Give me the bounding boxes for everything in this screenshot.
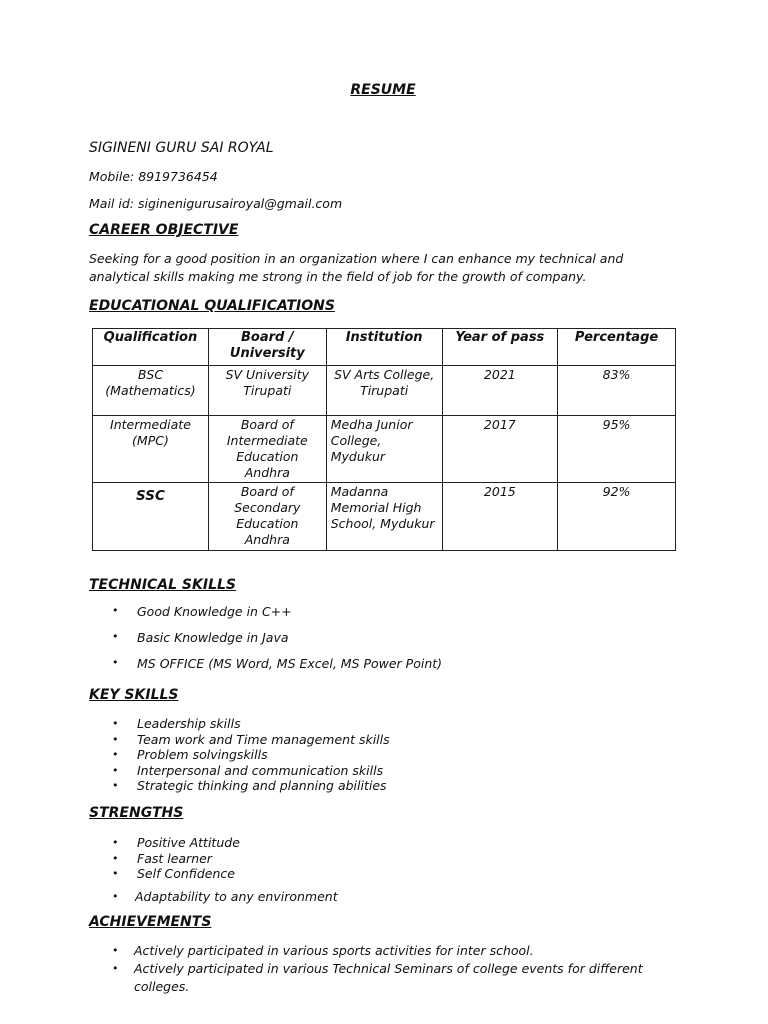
board-cell: SV University Tirupati (208, 366, 326, 416)
list-item: • Problem solvingskills (112, 747, 390, 763)
education-table (92, 328, 676, 551)
table-row (93, 416, 676, 483)
career-objective-text: Seeking for a good position in an organization where I can enhance my technical and analytical skills making me strong in the field of job for the growth of company. (89, 251, 624, 284)
achievements-heading: ACHIEVEMENTS (89, 914, 212, 930)
achievements-list (112, 942, 674, 996)
list-item: • Leadership skills (112, 716, 390, 732)
education-heading: EDUCATIONAL QUALIFICATIONS (89, 298, 335, 314)
percentage-cell: 95% (558, 416, 676, 483)
year-cell: 2021 (442, 366, 558, 416)
list-item: • Team work and Time management skills (112, 732, 390, 748)
strengths-list (112, 835, 338, 904)
mail-id: Mail id: siginenigurusairoyal@gmail.com (89, 196, 343, 211)
list-item: • Actively participated in various Technical Seminars of college events for different colleges. (112, 960, 674, 996)
table-row (93, 483, 676, 551)
candidate-name: SIGINENI GURU SAI ROYAL (89, 140, 274, 156)
institution-cell: SV Arts College, Tirupati (326, 366, 442, 416)
key-skills-list (112, 716, 390, 794)
column-header: Year of pass (442, 329, 558, 366)
mobile-number: Mobile: 8919736454 (89, 169, 218, 184)
qualification-cell: Intermediate (MPC) (93, 416, 209, 483)
career-objective-heading: CAREER OBJECTIVE (89, 222, 239, 238)
column-header: Qualification (93, 329, 209, 366)
institution-cell: Medha Junior College, Mydukur (326, 416, 442, 483)
table-header-row (93, 329, 676, 366)
institution-cell: Madanna Memorial High School, Mydukur (326, 483, 442, 551)
list-item: • Adaptability to any environment (112, 889, 338, 905)
percentage-cell: 92% (558, 483, 676, 551)
list-item: • Positive Attitude (112, 835, 338, 851)
list-item: • Basic Knowledge in Java (112, 630, 442, 645)
technical-skills-list (112, 604, 442, 671)
list-item: • Interpersonal and communication skills (112, 763, 390, 779)
list-item: • Self Confidence (112, 866, 338, 882)
year-cell: 2017 (442, 416, 558, 483)
list-item: • Good Knowledge in C++ (112, 604, 442, 619)
column-header: Institution (326, 329, 442, 366)
qualification-cell (93, 483, 209, 551)
column-header: Percentage (558, 329, 676, 366)
key-skills-heading: KEY SKILLS (89, 687, 179, 703)
list-item: • MS OFFICE (MS Word, MS Excel, MS Power Point) (112, 656, 442, 671)
board-cell: Board of Intermediate Education Andhra (208, 416, 326, 483)
technical-skills-heading: TECHNICAL SKILLS (89, 577, 236, 593)
percentage-cell: 83% (558, 366, 676, 416)
strengths-heading: STRENGTHS (89, 805, 184, 821)
qualification-cell: BSC (Mathematics) (93, 366, 209, 416)
document-title: RESUME (350, 82, 416, 98)
list-item: • Strategic thinking and planning abilities (112, 778, 390, 794)
qualification-label: SSC (136, 488, 165, 504)
list-item: • Fast learner (112, 851, 338, 867)
table-row (93, 366, 676, 416)
list-item: • Actively participated in various sports activities for inter school. (112, 942, 674, 960)
column-header: Board / University (208, 329, 326, 366)
year-cell: 2015 (442, 483, 558, 551)
board-cell: Board of Secondary Education Andhra (208, 483, 326, 551)
